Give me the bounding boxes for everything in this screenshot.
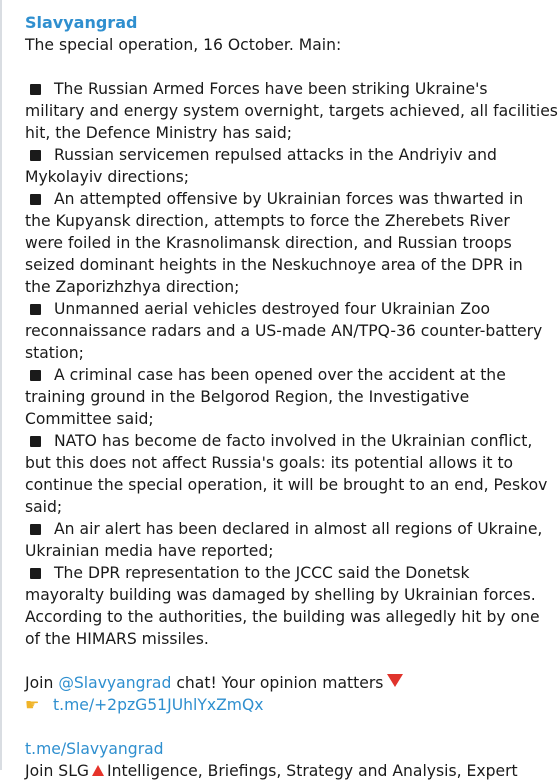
cut-off-text-start: Join SLG	[25, 762, 89, 780]
news-item-continuation: said;	[25, 498, 63, 516]
join-prefix: Join	[25, 674, 59, 692]
post-header: The special operation, 16 October. Main:	[25, 36, 342, 54]
black-square-bullet-icon	[30, 304, 41, 315]
news-item-continuation: the Kupyansk direction, attempts to force the Zherebets River	[25, 212, 510, 230]
news-item-first-line	[25, 78, 542, 100]
news-item-continuation: of the HIMARS missiles.	[25, 630, 209, 648]
news-item-continuation: station;	[25, 344, 84, 362]
news-item-first-line	[25, 364, 542, 386]
news-item	[25, 562, 542, 650]
news-item-first-line	[25, 562, 542, 584]
pointing-hand-icon: ☛	[25, 695, 40, 714]
channel-mention-link[interactable]: @Slavyangrad	[58, 674, 172, 692]
chat-invite-link[interactable]: t.me/+2pzG51JUhlYxZmQx	[53, 696, 264, 714]
news-item	[25, 364, 542, 430]
chat-link-line	[25, 694, 542, 716]
news-item-text: An air alert has been declared in almost all regions of Ukraine,	[54, 520, 543, 538]
news-item	[25, 430, 548, 518]
join-line	[25, 672, 542, 694]
black-square-bullet-icon	[30, 524, 41, 535]
news-item-continuation: hit, the Defence Ministry has said;	[25, 124, 293, 142]
red-triangle-down-icon	[387, 674, 403, 687]
warning-icon	[92, 765, 104, 776]
channel-link[interactable]: t.me/Slavyangrad	[25, 740, 164, 758]
news-item-continuation: military and energy system overnight, targets achieved, all facilities	[25, 102, 558, 120]
news-item-continuation: Mykolayiv directions;	[25, 168, 190, 186]
news-item-text: A criminal case has been opened over the accident at the	[54, 366, 506, 384]
join-suffix: chat! Your opinion matters	[171, 674, 384, 692]
news-item-continuation: Ukrainian media have reported;	[25, 542, 274, 560]
news-item-continuation: Committee said;	[25, 410, 154, 428]
news-item-text: The Russian Armed Forces have been striking Ukraine's	[54, 80, 488, 98]
black-square-bullet-icon	[30, 370, 41, 381]
news-item-continuation: training ground in the Belgorod Region, the Investigative	[25, 388, 470, 406]
cut-off-line	[25, 760, 542, 780]
news-item-continuation: reconnaissance radars and a US-made AN/TPQ-36 counter-battery	[25, 322, 543, 340]
news-item-continuation: According to the authorities, the building was allegedly hit by one	[25, 608, 540, 626]
blank-line	[25, 56, 542, 78]
news-item-first-line	[25, 188, 542, 210]
news-item-text: NATO has become de facto involved in the Ukrainian conflict,	[54, 432, 533, 450]
news-item-first-line	[25, 430, 542, 452]
news-item-first-line	[25, 144, 542, 166]
news-item-continuation: mayoralty building was damaged by shelling by Ukrainian forces.	[25, 586, 536, 604]
news-item-continuation: seized dominant heights in the Neskuchnoye area of the DPR in	[25, 256, 523, 274]
channel-name[interactable]: Slavyangrad	[25, 13, 138, 32]
news-item-first-line	[25, 518, 542, 540]
news-item	[25, 518, 542, 562]
news-item	[25, 188, 542, 298]
news-item-continuation: the Zaporizhzhya direction;	[25, 278, 240, 296]
blank-line	[25, 716, 542, 738]
news-item	[25, 144, 542, 188]
black-square-bullet-icon	[30, 150, 41, 161]
news-item	[25, 78, 558, 144]
cut-off-text-end: Intelligence, Briefings, Strategy and Analysis, Expert	[106, 762, 518, 780]
news-item-text: The DPR representation to the JCCC said the Donetsk	[54, 564, 470, 582]
news-item-first-line	[25, 298, 542, 320]
news-item-list	[25, 78, 558, 650]
news-item	[25, 298, 542, 364]
news-item-continuation: continue the special operation, it will be brought to an end, Peskov	[25, 476, 548, 494]
black-square-bullet-icon	[30, 568, 41, 579]
black-square-bullet-icon	[30, 84, 41, 95]
news-item-continuation: were foiled in the Krasnolimansk direction, and Russian troops	[25, 234, 512, 252]
news-item-text: Russian servicemen repulsed attacks in the Andriyiv and	[54, 146, 497, 164]
news-item-continuation: but this does not affect Russia's goals: its potential allows it to	[25, 454, 514, 472]
blank-line	[25, 650, 542, 672]
black-square-bullet-icon	[30, 194, 41, 205]
news-item-text: An attempted offensive by Ukrainian forces was thwarted in	[54, 190, 524, 208]
black-square-bullet-icon	[30, 436, 41, 447]
news-item-text: Unmanned aerial vehicles destroyed four Ukrainian Zoo	[54, 300, 491, 318]
